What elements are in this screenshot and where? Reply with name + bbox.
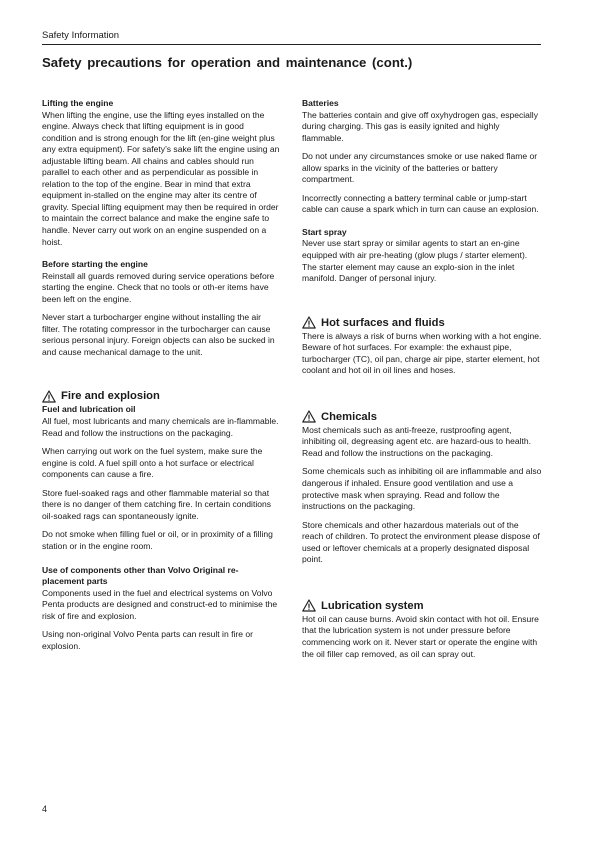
before-start-section xyxy=(42,259,280,358)
chemicals-heading xyxy=(302,410,542,424)
fire-section xyxy=(42,389,280,652)
batteries-section xyxy=(302,98,542,216)
hot-section xyxy=(302,316,542,377)
chemicals-heading-label: Chemicals xyxy=(321,410,377,423)
left-column xyxy=(42,98,280,659)
components-subheading: Use of components other than Volvo Original re-placement parts xyxy=(42,564,239,587)
fuel-oil-subheading: Fuel and lubrication oil xyxy=(42,404,136,415)
warning-triangle-icon xyxy=(302,410,316,423)
hot-heading-label: Hot surfaces and fluids xyxy=(321,316,445,329)
fire-heading-label: Fire and explosion xyxy=(61,390,160,403)
start-spray-heading: Start spray xyxy=(302,226,347,237)
lube-heading xyxy=(302,599,542,613)
chemicals-section xyxy=(302,410,542,566)
warning-triangle-icon xyxy=(302,599,316,612)
fire-text-2: When carrying out work on the fuel system, make sure the engine is cold. A fuel spill onto a hot surface or electrical components can cause a fire. xyxy=(42,446,263,480)
lifting-section xyxy=(42,98,280,248)
fire-heading xyxy=(42,389,280,403)
before-start-text-2: Never start a turbocharger engine without installing the air filter. The rotating compressor in the turbocharger can cause serious personal injury. Foreign objects can also be sucked in and cause mechanical damage to the unit. xyxy=(42,312,275,357)
warning-triangle-icon xyxy=(42,390,56,403)
fire-text-3: Store fuel-soaked rags and other flammable material so that there is no danger of them catching fire. In certain conditions oil-soaked rags can spontaneously ignite. xyxy=(42,487,271,521)
fire-text-4: Do not smoke when filling fuel or oil, or in proximity of a filling station or in the engine room. xyxy=(42,529,273,551)
lube-section xyxy=(302,599,542,660)
start-spray-text: Never use start spray or similar agents to start an en-gine equipped with air pre-heating (glow plugs / starter element). The starter element may cause an explo-sion in the inlet manifold. Danger of personal injury. xyxy=(302,238,528,284)
hot-text: There is always a risk of burns when working with a hot engine. Beware of hot surfaces. For example: the exhaust pipe, turbocharger (TC), oil pan, charge air pipe, starter element, hot coolant and hot oil in oil lines and hoses. xyxy=(302,330,542,376)
page-number: 4 xyxy=(42,804,48,814)
fire-text-1: All fuel, most lubricants and many chemicals are in-flammable. Read and follow the instructions on the packaging. xyxy=(42,416,279,438)
batteries-text-1: The batteries contain and give off oxyhydrogen gas, especially during charging. This gas is easily ignited and highly flammable. xyxy=(302,109,538,143)
chemicals-text-2: Some chemicals such as inhibiting oil are inflammable and also dangerous if inhaled. Ensure good ventilation and use a protective mask when spraying. Read and follow the instructions on the packaging. xyxy=(302,466,542,512)
lube-heading-label: Lubrication system xyxy=(321,599,424,612)
header-divider xyxy=(42,44,541,45)
hot-heading xyxy=(302,316,542,330)
before-start-text-1: Reinstall all guards removed during service operations before starting the engine. Check that no tools or oth-er items have been left on the engine. xyxy=(42,270,275,304)
start-spray-section xyxy=(302,227,542,285)
section-label: Safety Information xyxy=(42,30,120,41)
chemicals-text-3: Store chemicals and other hazardous materials out of the reach of children. To protect the environment please dispose of used or leftover chemicals at a properly designated disposal point. xyxy=(302,519,540,565)
lifting-text: When lifting the engine, use the lifting eyes installed on the engine. Always check that lifting equipment is in good condition and is strong enough for the lift (en-gine weight plus any extra equipment). For safety’s sake lift the engine using an adjustable lifting beam. All chains and cables should run parallel to each other and as perpendicular as possible in relation to the top of the engine. Bear in mind that extra equipment in-stalled on the engine may alter its centre of gravity. Special lifting equipment may then be required in order to maintain the correct balance and make the engine safe to handle. Never carry out work on an engine suspended on a hoist. xyxy=(42,109,280,247)
chemicals-text-1: Most chemicals such as anti-freeze, rustproofing agent, inhibiting oil, degreasing agent etc. are hazard-ous to health. Read and follow the instructions on the packaging. xyxy=(302,424,532,458)
batteries-heading: Batteries xyxy=(302,98,339,108)
fire-text-5: Components used in the fuel and electrical systems on Volvo Penta products are designed and construct-ed to minimise the risk of fire and explosion. xyxy=(42,587,278,621)
batteries-text-2: Do not under any circumstances smoke or use naked flame or allow sparks in the vicinity of the batteries or battery compartment. xyxy=(302,151,538,185)
batteries-text-3: Incorrectly connecting a battery terminal cable or jump-start cable can cause a spark which in turn can cause an explosion. xyxy=(302,192,539,215)
before-start-heading: Before starting the engine xyxy=(42,259,148,270)
right-column xyxy=(302,98,542,667)
lifting-heading: Lifting the engine xyxy=(42,98,114,108)
warning-triangle-icon xyxy=(302,316,316,329)
page-title: Safety precautions for operation and maintenance (cont.) xyxy=(42,55,413,70)
lube-text: Hot oil can cause burns. Avoid skin contact with hot oil. Ensure that the lubrication system is not under pressure before commencing work on it. Never start or operate the engine with the oil filler cap removed, as oil can spray out. xyxy=(302,613,539,659)
fire-text-6: Using non-original Volvo Penta parts can result in fire or explosion. xyxy=(42,629,253,651)
